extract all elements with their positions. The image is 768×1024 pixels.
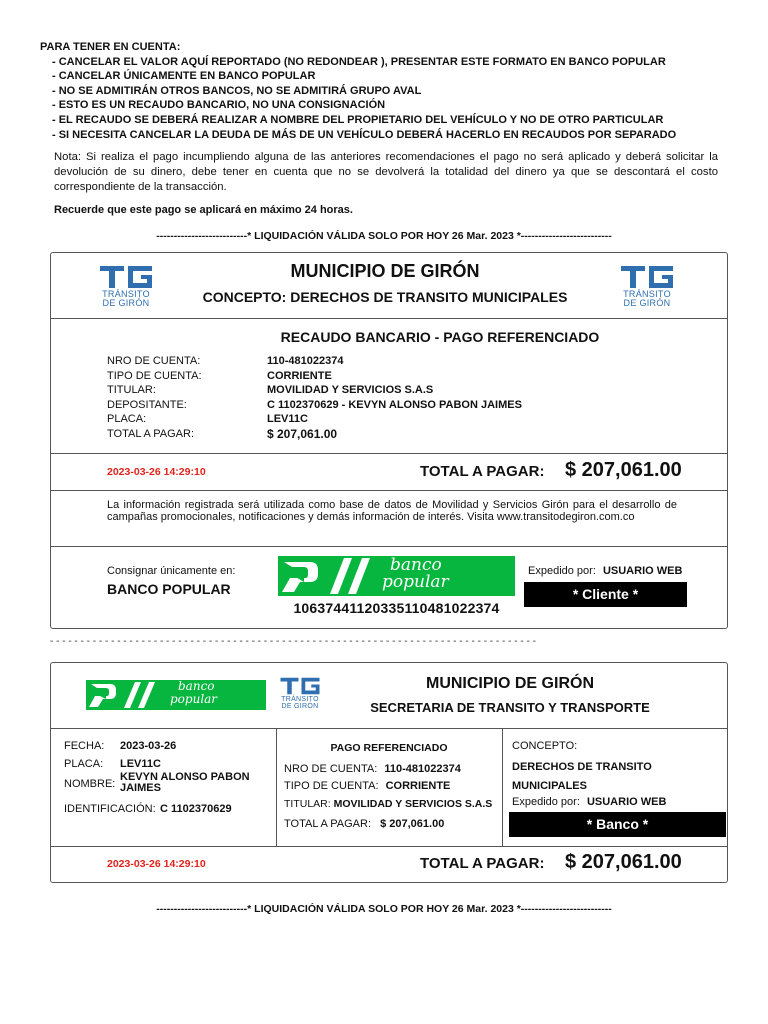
field-label: PLACA: (107, 413, 147, 426)
copy-label-banco: * Banco * (509, 812, 726, 837)
cuenta-value: 110-481022374 (384, 763, 461, 775)
notes-item: - CANCELAR EL VALOR AQUÍ REPORTADO (NO REDONDEAR ), PRESENTAR ESTE FORMATO EN BANCO POPULAR (52, 55, 666, 68)
client-concept: CONCEPTO: DERECHOS DE TRANSITO MUNICIPALES (202, 289, 568, 305)
cuenta-row (284, 763, 461, 775)
fecha-value: 2023-03-26 (120, 740, 177, 752)
tipo-value: CORRIENTE (385, 780, 451, 792)
expedido-value: USUARIO WEB (602, 565, 683, 577)
cut-separator: - - - - - - - - - - - - - - - - - - - - - - - - - - - - - - - - - - - - - - - - - - - - - - - - - - - - - - - - - - - - - - - - - - - - - - - - - - - - - - - - (50, 636, 536, 647)
total-small-label: TOTAL A PAGAR: (284, 818, 372, 830)
bank-subtitle: SECRETARIA DE TRANSITO Y TRANSPORTE (370, 700, 650, 715)
field-label: TIPO DE CUENTA: (107, 369, 202, 382)
field-value: LEV11C (267, 413, 308, 426)
bank-total-value: $ 207,061.00 (565, 851, 682, 873)
concepto-label: CONCEPTO: (512, 740, 578, 752)
titular-value: MOVILIDAD Y SERVICIOS S.A.S (333, 798, 493, 810)
validity-line-top: --------------------------* LIQUIDACIÓN VÁLIDA SOLO POR HOY 26 Mar. 2023 *-------------------------- (156, 230, 612, 242)
client-total-value: $ 207,061.00 (565, 459, 682, 481)
tg-logo-icon (98, 264, 154, 290)
logo-line1: TRÁNSITO (102, 289, 150, 299)
bank-logo-line1: banco (390, 555, 442, 575)
logo-line2: DE GIRÓN (102, 298, 150, 308)
client-timestamp: 2023-03-26 14:29:10 (107, 466, 206, 478)
field-label: TITULAR: (107, 384, 156, 397)
notes-item: - ESTO ES UN RECAUDO BANCARIO, NO UNA CONSIGNACIÓN (52, 99, 386, 112)
column-divider (276, 728, 277, 846)
logo-line1: TRÁNSITO (281, 696, 319, 703)
notes-item: - CANCELAR ÚNICAMENTE EN BANCO POPULAR (52, 70, 316, 83)
divider (50, 490, 728, 491)
reference-number: 1063744112033511048102237​4 (293, 600, 500, 616)
divider (50, 453, 728, 454)
notes-item: - NO SE ADMITIRÁN OTROS BANCOS, NO SE ADMITIRÁ GRUPO AVAL (52, 84, 422, 97)
transito-logo (96, 264, 156, 308)
bank-logo-line2: popular (170, 692, 218, 706)
field-value: CORRIENTE (267, 369, 332, 382)
info-paragraph: La información registrada será utilizada como base de datos de Movilidad y Servicios Girón para el desarrollo de campañas promocionales, notificaciones y demás información de interés. Visita www.transitodegiron.com.co (107, 499, 677, 523)
divider (50, 318, 728, 319)
column-divider (502, 728, 503, 846)
field-value: MOVILIDAD Y SERVICIOS S.A.S (267, 384, 434, 397)
client-total-label: TOTAL A PAGAR: (420, 463, 545, 480)
cuenta-label: NRO DE CUENTA: (284, 763, 378, 775)
transito-logo-right (617, 264, 677, 308)
expedido-value: USUARIO WEB (586, 796, 667, 808)
banco-popular-logo (278, 556, 515, 596)
field-label: NRO DE CUENTA: (107, 355, 201, 367)
bank-timestamp: 2023-03-26 14:29:10 (107, 858, 206, 870)
notes-header: PARA TENER EN CUENTA: (40, 41, 181, 53)
total-small-value: $ 207,061.00 (380, 818, 445, 830)
bank-logo-line1: banco (178, 679, 215, 693)
field-value: 110-481022374 (267, 355, 344, 367)
nota-paragraph: Nota: Si realiza el pago incumpliendo alguna de las anteriores recomendaciones el pago no será aplicado y deberá solicitar la devolución de su dinero, debe tener en cuenta que no se devolverá la totalidad del dinero ya que se descontará el costo correspondiente de la transacción. (54, 151, 718, 193)
logo-line1: TRÁNSITO (623, 289, 671, 299)
field-label: TOTAL A PAGAR: (107, 428, 195, 440)
field-label: DEPOSITANTE: (107, 398, 187, 411)
tipo-row (284, 780, 450, 792)
expedido-row (528, 565, 682, 577)
divider (50, 728, 728, 729)
nombre-value: KEVYN ALONSO PABON JAIMES (120, 771, 250, 794)
bank-logo-line2: popular (382, 572, 449, 592)
client-fields (107, 354, 667, 444)
divider (50, 546, 728, 547)
expedido-row (512, 796, 666, 808)
titular-row (284, 798, 492, 810)
divider (50, 846, 728, 847)
expedido-label: Expedido por: (528, 565, 596, 577)
tipo-label: TIPO DE CUENTA: (284, 780, 379, 792)
validity-line-bottom: --------------------------* LIQUIDACIÓN VÁLIDA SOLO POR HOY 26 Mar. 2023 *-------------------------- (156, 903, 612, 915)
bank-total-label: TOTAL A PAGAR: (420, 855, 545, 872)
bank-title: MUNICIPIO DE GIRÓN (425, 675, 594, 692)
tg-logo-icon (279, 676, 321, 696)
bank-name: BANCO POPULAR (107, 581, 231, 597)
pago-title: PAGO REFERENCIADO (330, 742, 448, 754)
notes-item: - EL RECAUDO SE DEBERÁ REALIZAR A NOMBRE DEL PROPIETARIO DEL VEHÍCULO Y NO DE OTRO PARTICULAR (52, 113, 664, 126)
placa-label: PLACA: (64, 758, 104, 770)
field-value: C 1102370629 - KEVYN ALONSO PABON JAIMES (267, 398, 522, 411)
tg-logo-icon (619, 264, 675, 290)
identificacion-label: IDENTIFICACIÓN: (64, 803, 156, 815)
logo-line2: DE GIRÓN (623, 298, 671, 308)
recuerde-text: Recuerde que este pago se aplicará en máximo 24 horas. (54, 204, 353, 216)
consignar-label: Consignar únicamente en: (107, 565, 236, 577)
total-small-row (284, 818, 444, 830)
notes-block (40, 40, 676, 142)
field-value: $ 207,061.00 (267, 427, 338, 441)
identificacion-value: C 1102370629 (160, 803, 232, 815)
transito-logo-small (272, 676, 328, 710)
placa-value: LEV11C (120, 758, 161, 770)
recaudo-title: RECAUDO BANCARIO - PAGO REFERENCIADO (280, 329, 600, 345)
copy-label-cliente: * Cliente * (524, 582, 687, 607)
logo-line2: DE GIRÓN (281, 703, 319, 710)
concepto-value: DERECHOS DE TRANSITO MUNICIPALES (512, 761, 652, 792)
notes-item: - SI NECESITA CANCELAR LA DEUDA DE MÁS DE UN VEHÍCULO DEBERÁ HACERLO EN RECAUDOS POR SEPARADO (52, 128, 677, 141)
nombre-label: NOMBRE: (64, 778, 116, 790)
client-title: MUNICIPIO DE GIRÓN (290, 261, 480, 281)
expedido-label: Expedido por: (512, 796, 580, 808)
banco-popular-logo-small (86, 680, 266, 710)
titular-label: TITULAR: (284, 798, 331, 810)
fecha-label: FECHA: (64, 740, 105, 752)
